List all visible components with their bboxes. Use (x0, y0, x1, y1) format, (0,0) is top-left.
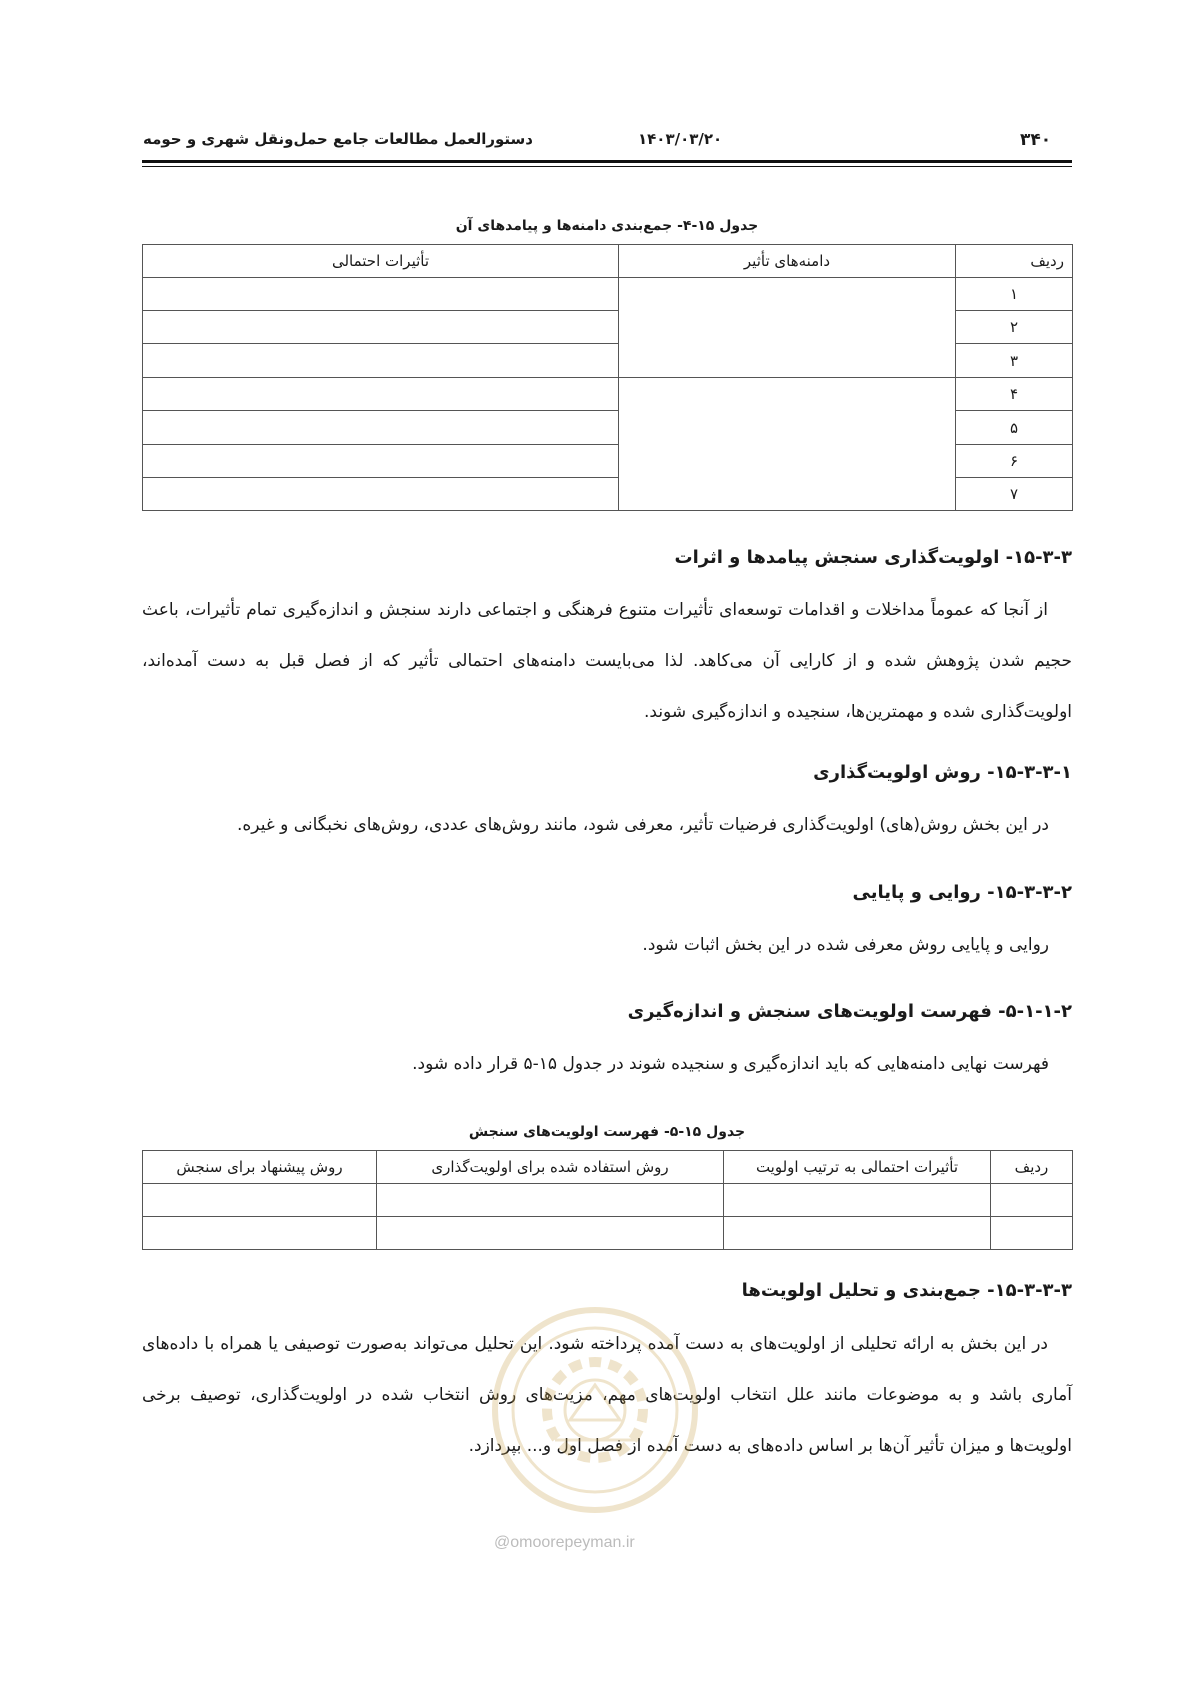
header-row-number: ردیف (991, 1151, 1073, 1184)
impact-cell (143, 478, 619, 511)
table-cell (991, 1184, 1073, 1217)
row-number-cell: ۲ (956, 311, 1073, 344)
section-paragraph-prioritization: از آنجا که عموماً مداخلات و اقدامات توسعه‌ای تأثیرات متنوع فرهنگی و اجتماعی دارند سنجش و اندازه‌گیری تمام تأثیرات، باعث حجیم شدن پژوهش شده و از کارایی آن می‌کاهد. لذا می‌بایست دامنه‌های احتمالی تأثیر که از فصل قبل به دست آمده‌اند، اولویت‌گذاری شده و مهمترین‌ها، سنجیده و اندازه‌گیری شوند. (142, 600, 1072, 722)
table-cell (143, 1217, 377, 1250)
section-text-method: در این بخش روش(های) اولویت‌گذاری فرضیات تأثیر، معرفی شود، مانند روش‌های عددی، روش‌های نخبگانی و غیره. (237, 815, 1049, 835)
domain-cell (619, 278, 956, 378)
section-text-priority-list: فهرست نهایی دامنه‌هایی که باید اندازه‌گیری و سنجیده شوند در جدول ۱۵-۵ قرار داده شود. (412, 1054, 1049, 1074)
section-heading-prioritization: ۱۵-۳-۳- اولویت‌گذاری سنجش پیامدها و اثرات (674, 547, 1072, 568)
table-row (143, 1184, 1073, 1217)
page-number: ۳۴۰ (1020, 130, 1052, 150)
table-1-caption: جدول ۱۵-۴- جمع‌بندی دامنه‌ها و پیامدهای آن (455, 218, 759, 234)
priority-list-table (142, 1150, 1073, 1250)
table-cell (377, 1217, 724, 1250)
row-number-cell: ۳ (956, 344, 1073, 378)
row-number-cell: ۱ (956, 278, 1073, 311)
table-row (143, 1217, 1073, 1250)
section-heading-method: ۱۵-۳-۳-۱- روش اولویت‌گذاری (813, 762, 1072, 783)
impact-cell (143, 378, 619, 411)
impact-cell (143, 278, 619, 311)
header-rule-thick (142, 160, 1072, 163)
impact-cell (143, 344, 619, 378)
row-number-cell: ۴ (956, 378, 1073, 411)
header-probable-impacts: تأثیرات احتمالی (143, 245, 619, 278)
header-impact-domains: دامنه‌های تأثیر (619, 245, 956, 278)
row-number-cell: ۶ (956, 445, 1073, 478)
impact-cell (143, 445, 619, 478)
table-cell (991, 1217, 1073, 1250)
table-row (143, 278, 1073, 311)
table-header-row (143, 1151, 1073, 1184)
table-row (143, 378, 1073, 411)
row-number-cell: ۵ (956, 411, 1073, 445)
watermark-seal-icon (470, 1300, 720, 1550)
impact-domains-table (142, 244, 1073, 511)
section-heading-validity: ۱۵-۳-۳-۲- روایی و پایایی (852, 882, 1072, 903)
domain-cell (619, 378, 956, 511)
header-row-number: ردیف (956, 245, 1073, 278)
table-cell (724, 1217, 991, 1250)
impact-cell (143, 411, 619, 445)
header-rule-thin (142, 166, 1072, 167)
header-prioritization-method: روش استفاده شده برای اولویت‌گذاری (377, 1151, 724, 1184)
document-date: ۱۴۰۳/۰۳/۲۰ (638, 130, 723, 148)
table-cell (377, 1184, 724, 1217)
section-heading-summary: ۱۵-۳-۳-۳- جمع‌بندی و تحلیل اولویت‌ها (741, 1280, 1072, 1301)
document-title: دستورالعمل مطالعات جامع حمل‌ونقل شهری و حومه (143, 130, 533, 148)
section-heading-priority-list: ۵-۱-۱-۲- فهرست اولویت‌های سنجش و اندازه‌گیری (627, 1001, 1072, 1022)
section-text-validity: روایی و پایایی روش معرفی شده در این بخش اثبات شود. (642, 935, 1049, 955)
table-cell (143, 1184, 377, 1217)
watermark-url: @omoorepeyman.ir (494, 1534, 635, 1551)
table-header-row (143, 245, 1073, 278)
table-cell (724, 1184, 991, 1217)
section-paragraph-summary: در این بخش به ارائه تحلیلی از اولویت‌های به دست آمده پرداخته شود. این تحلیل می‌تواند به‌صورت توصیفی یا همراه با داده‌های آماری باشد و به موضوعات مانند علل انتخاب اولویت‌های مهم، مزیت‌های روش انتخاب شده در اولویت‌گذاری، توصیف برخی اولویت‌ها و میزان تأثیر آن‌ها بر اساس داده‌های به دست آمده از فصل اول و... بپردازد. (142, 1334, 1072, 1456)
header-impacts-by-priority: تأثیرات احتمالی به ترتیب اولویت (724, 1151, 991, 1184)
table-2-caption: جدول ۱۵-۵- فهرست اولویت‌های سنجش (468, 1124, 746, 1140)
row-number-cell: ۷ (956, 478, 1073, 511)
header-proposed-method: روش پیشنهاد برای سنجش (143, 1151, 377, 1184)
watermark-logo (470, 1300, 720, 1550)
impact-cell (143, 311, 619, 344)
